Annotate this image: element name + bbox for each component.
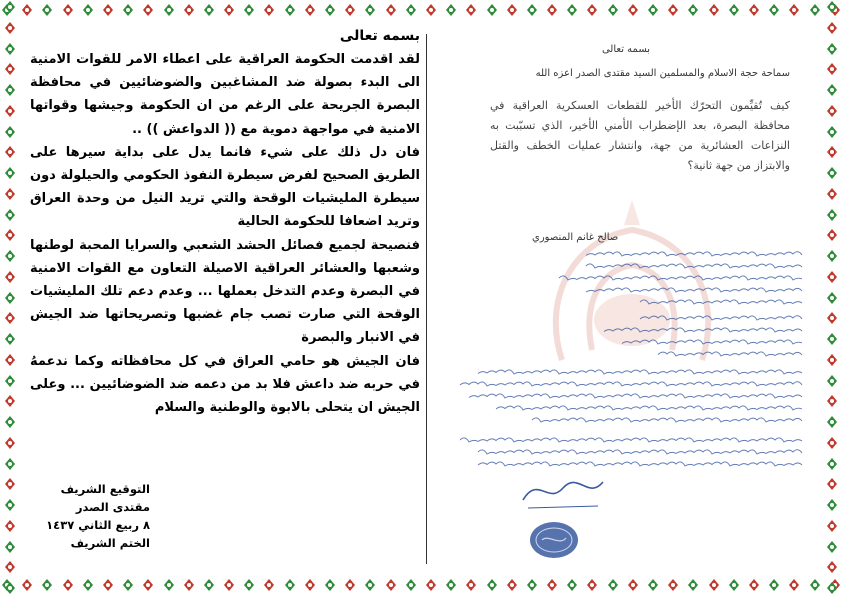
border-ornament <box>424 578 438 592</box>
border-ornament <box>686 3 700 17</box>
border-ornament <box>606 578 620 592</box>
border-ornament <box>545 578 559 592</box>
border-ornament <box>3 519 17 533</box>
border-ornament <box>565 3 579 17</box>
handwriting-line <box>622 340 802 344</box>
border-ornament <box>3 332 17 346</box>
border-ornament <box>121 578 135 592</box>
ornamental-border-bottom <box>0 575 842 595</box>
handwriting-line <box>586 264 802 268</box>
scanned-letter <box>432 30 820 570</box>
border-ornament <box>707 3 721 17</box>
handwriting-line <box>496 406 802 410</box>
border-ornament <box>141 578 155 592</box>
border-ornament <box>505 3 519 17</box>
border-ornament <box>101 3 115 17</box>
border-ornament <box>222 578 236 592</box>
border-ornament <box>747 578 761 592</box>
border-ornament <box>3 104 17 118</box>
border-ornament <box>363 578 377 592</box>
border-ornament <box>20 578 34 592</box>
border-ornament <box>3 42 17 56</box>
border-ornament <box>825 415 839 429</box>
border-ornament <box>825 353 839 367</box>
statement-paragraph-3: فنصيحة لجميع فصائل الحشد الشعبي والسرايا المحبة لوطنها وشعبها والعشائر العراقية الاصيلة التعاون مع القوات الامنية في البصرة وعدم التدخل بعملها ... وعدم دعم تلك المليشيات الوقحة التي صارت تصب جام غضبها وتصريحاتها ضد الجيش في الانبار والبصرة <box>30 237 420 346</box>
border-ornament <box>101 578 115 592</box>
border-ornament <box>825 42 839 56</box>
border-ornament <box>3 415 17 429</box>
border-ornament <box>20 3 34 17</box>
border-ornament <box>825 104 839 118</box>
handwriting-line <box>478 450 802 454</box>
border-ornament <box>3 62 17 76</box>
border-ornament <box>767 578 781 592</box>
border-ornament <box>825 145 839 159</box>
handwriting-line <box>604 328 802 332</box>
border-ornament <box>825 519 839 533</box>
ornamental-border-right <box>822 0 842 595</box>
letter-basmala: بسمه تعالى <box>601 44 651 55</box>
border-ornament <box>3 125 17 139</box>
border-ornament <box>3 228 17 242</box>
border-ornament <box>3 166 17 180</box>
border-ornament <box>525 578 539 592</box>
handwriting-line <box>460 438 802 442</box>
official-seal-stamp <box>524 508 584 568</box>
handwriting-line <box>640 316 802 320</box>
border-ornament <box>3 560 17 574</box>
letter-question: كيف تُقيِّمون التحرّك الأخير للقطعات العسكرية العراقية في محافظة البصرة، بعد الإضطراب الأمني الأخير، الذي تسبّبت به النزاعات العشائرية من جهة، وانتشار عمليات الخطف والقتل والابتزاز من جهة ثانية؟ <box>490 99 790 172</box>
border-ornament <box>404 578 418 592</box>
border-ornament <box>787 3 801 17</box>
border-ornament <box>825 540 839 554</box>
border-ornament <box>727 578 741 592</box>
seal-label: الختم الشريف <box>70 536 150 550</box>
border-ornament <box>3 249 17 263</box>
border-ornament <box>3 374 17 388</box>
handwriting-line <box>586 252 802 256</box>
statement-paragraph-4: فان الجيش هو حامي العراق في كل محافظاته وكما ندعمهُ في حربه ضد داعش فلا بد من دعمه ضد الضوضائيين ... وعلى الجيش ان يتحلى بالابوة والوطنية والسلام <box>30 353 420 416</box>
border-ornament <box>825 249 839 263</box>
ornamental-border-left <box>0 0 20 595</box>
border-ornament <box>363 3 377 17</box>
border-ornament <box>61 578 75 592</box>
border-ornament <box>3 21 17 35</box>
handwriting-line <box>640 300 802 304</box>
handwritten-reply <box>442 245 812 485</box>
border-ornament <box>626 578 640 592</box>
border-ornament <box>825 477 839 491</box>
border-ornament <box>3 353 17 367</box>
border-ornament <box>202 3 216 17</box>
border-ornament <box>444 578 458 592</box>
column-divider <box>426 34 427 564</box>
handwriting-line <box>478 370 802 374</box>
border-ornament <box>825 125 839 139</box>
border-ornament <box>3 83 17 97</box>
border-ornament <box>3 540 17 554</box>
border-ornament <box>262 3 276 17</box>
typed-statement <box>30 28 420 419</box>
border-ornament <box>3 311 17 325</box>
statement-basmala: بسمه تعالى <box>339 28 420 44</box>
border-ornament <box>303 578 317 592</box>
border-ornament <box>323 3 337 17</box>
border-ornament <box>3 145 17 159</box>
border-ornament <box>464 578 478 592</box>
handwriting-line <box>469 394 802 398</box>
letter-sender-name: صالح غانم المنصوري <box>532 232 619 243</box>
border-ornament <box>825 498 839 512</box>
border-ornament <box>162 578 176 592</box>
ornamental-border-top <box>0 0 842 20</box>
border-ornament <box>3 0 17 14</box>
border-ornament <box>825 581 839 595</box>
border-ornament <box>485 3 499 17</box>
border-ornament <box>825 374 839 388</box>
border-ornament <box>464 3 478 17</box>
handwriting-line <box>532 418 802 422</box>
border-ornament <box>825 83 839 97</box>
border-ornament <box>81 578 95 592</box>
border-ornament <box>61 3 75 17</box>
statement-paragraph-1: لقد اقدمت الحكومة العراقية على اعطاء الامر للقوات الامنية الى البدء بصولة ضد المشاغبين والضوضائيين في محافظة البصرة الجريحة على الرغم من ان الحكومة وجيشها وقواتها الامنية في مواجهة دموية مع (( الدواعش )) .. <box>30 52 420 137</box>
border-ornament <box>825 0 839 14</box>
border-ornament <box>787 578 801 592</box>
border-ornament <box>825 332 839 346</box>
border-ornament <box>3 291 17 305</box>
border-ornament <box>303 3 317 17</box>
border-ornament <box>825 270 839 284</box>
border-ornament <box>3 270 17 284</box>
border-ornament <box>825 457 839 471</box>
border-ornament <box>825 394 839 408</box>
border-ornament <box>3 394 17 408</box>
border-ornament <box>485 578 499 592</box>
border-ornament <box>707 578 721 592</box>
border-ornament <box>424 3 438 17</box>
border-ornament <box>626 3 640 17</box>
letter-address: سماحة حجة الاسلام والمسلمين السيد مقتدى الصدر اعزه الله <box>535 68 790 79</box>
border-ornament <box>825 436 839 450</box>
border-ornament <box>283 578 297 592</box>
border-ornament <box>825 560 839 574</box>
border-ornament <box>3 477 17 491</box>
border-ornament <box>606 3 620 17</box>
handwriting-line <box>559 276 802 280</box>
border-ornament <box>808 578 822 592</box>
border-ornament <box>162 3 176 17</box>
border-ornament <box>825 311 839 325</box>
border-ornament <box>727 3 741 17</box>
border-ornament <box>825 208 839 222</box>
border-ornament <box>323 578 337 592</box>
handwriting-line <box>658 352 802 356</box>
handwriting-line <box>460 382 802 386</box>
border-ornament <box>40 578 54 592</box>
statement-signature-block <box>30 480 150 552</box>
handwriting-line <box>478 462 802 466</box>
border-ornament <box>585 3 599 17</box>
border-ornament <box>565 578 579 592</box>
border-ornament <box>182 578 196 592</box>
border-ornament <box>3 581 17 595</box>
border-ornament <box>3 436 17 450</box>
border-ornament <box>585 578 599 592</box>
border-ornament <box>404 3 418 17</box>
signer-name: مقتدى الصدر <box>75 500 150 514</box>
handwriting-line <box>586 288 802 292</box>
border-ornament <box>505 578 519 592</box>
border-ornament <box>825 166 839 180</box>
border-ornament <box>242 578 256 592</box>
border-ornament <box>666 3 680 17</box>
border-ornament <box>283 3 297 17</box>
border-ornament <box>3 187 17 201</box>
border-ornament <box>686 578 700 592</box>
border-ornament <box>525 3 539 17</box>
border-ornament <box>262 578 276 592</box>
border-ornament <box>81 3 95 17</box>
border-ornament <box>825 62 839 76</box>
border-ornament <box>141 3 155 17</box>
border-ornament <box>202 578 216 592</box>
border-ornament <box>3 457 17 471</box>
border-ornament <box>222 3 236 17</box>
border-ornament <box>767 3 781 17</box>
border-ornament <box>646 3 660 17</box>
border-ornament <box>825 21 839 35</box>
border-ornament <box>825 187 839 201</box>
border-ornament <box>121 3 135 17</box>
border-ornament <box>825 228 839 242</box>
border-ornament <box>545 3 559 17</box>
border-ornament <box>444 3 458 17</box>
statement-paragraph-2: فان دل ذلك على شيء فانما يدل على بداية سيرها على الطريق الصحيح لفرض سيطرة النفوذ الحكومي والحيلولة دون سيطرة المليشيات الوقحة والتي تريد النيل من وحدة العراق وتريد اضعافا للحكومة الحالية <box>30 144 420 230</box>
border-ornament <box>182 3 196 17</box>
border-ornament <box>242 3 256 17</box>
border-ornament <box>666 578 680 592</box>
border-ornament <box>3 498 17 512</box>
border-ornament <box>384 578 398 592</box>
border-ornament <box>40 3 54 17</box>
border-ornament <box>825 291 839 305</box>
border-ornament <box>3 208 17 222</box>
border-ornament <box>808 3 822 17</box>
border-ornament <box>646 578 660 592</box>
signature-label: التوقيع الشريف <box>60 482 150 496</box>
border-ornament <box>384 3 398 17</box>
border-ornament <box>747 3 761 17</box>
border-ornament <box>343 578 357 592</box>
handwritten-signature <box>518 470 608 512</box>
border-ornament <box>343 3 357 17</box>
signature-date: ٨ ربيع الثاني ١٤٣٧ <box>46 518 150 532</box>
